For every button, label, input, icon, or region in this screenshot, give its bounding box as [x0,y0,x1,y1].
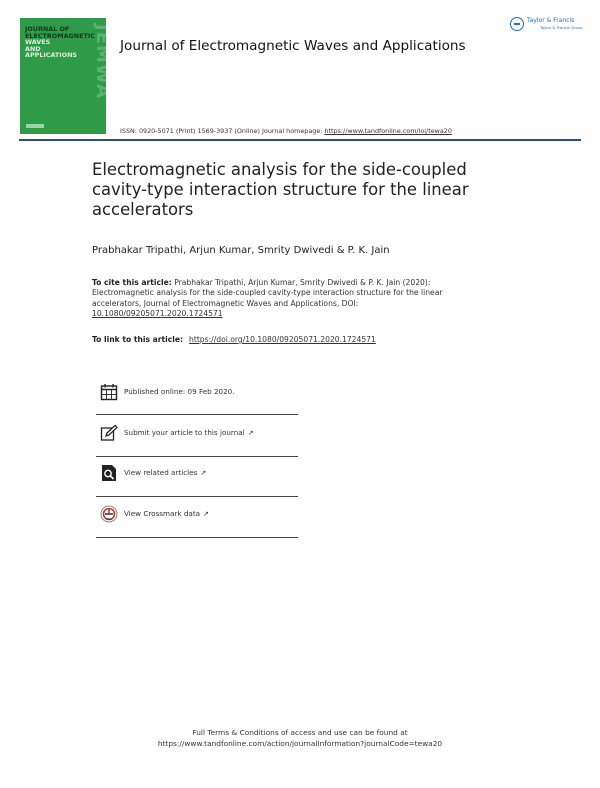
publisher-logo[interactable] [510,17,584,33]
article-title: Electromagnetic analysis for the side-coupled cavity-type interaction structure for the linear accelerators [92,160,469,219]
info-divider [96,537,298,538]
related-articles-label: View related articles [124,468,198,477]
footer-terms-text: Full Terms & Conditions of access and use can be found at [192,728,408,737]
article-doi-url[interactable]: https://doi.org/10.1080/09205071.2020.1724571 [189,335,376,344]
crossmark-label: View Crossmark data [124,509,201,518]
citation-doi-link[interactable]: 10.1080/09205071.2020.1724571 [92,309,223,319]
cover-title-line: WAVES [25,38,51,47]
cover-title [25,26,95,59]
issn-text: ISSN: 0920-5071 (Print) 1569-3937 (Online) Journal homepage: [120,127,325,135]
cover-title-line: APPLICATIONS [25,51,78,60]
info-divider [96,496,298,497]
published-online-row [96,383,298,423]
edit-icon [100,424,118,442]
article-link-label: To link to this article: [92,335,184,344]
footer [0,727,600,749]
cover-watermark: JEMWA [92,24,113,99]
cover-title-line: AND [25,44,41,53]
journal-homepage-link[interactable]: https://www.tandfonline.com/loi/tewa20 [324,127,452,135]
crossmark-icon [100,505,118,523]
journal-cover-image [20,18,113,134]
publisher-logo-text: Taylor & Francis [527,17,575,24]
external-link-icon: ↗ [247,429,254,437]
cover-title-line: ELECTROMAGNETIC [25,31,95,40]
publisher-logo-icon [510,17,524,31]
info-divider [96,456,298,457]
citation-block [92,278,462,320]
issn-line [120,127,452,135]
citation-label: To cite this article: [92,278,172,287]
journal-title: Journal of Electromagnetic Waves and Applications [120,38,466,54]
crossmark-row[interactable] [96,505,298,545]
external-link-icon: ↗ [200,469,207,477]
related-articles-row[interactable] [96,464,298,504]
related-articles-link[interactable] [124,468,206,477]
citation-text: Prabhakar Tripathi, Arjun Kumar, Smrity Dwivedi & P. K. Jain (2020): Electromagnetic analysis for the side-coupled cavity-type interaction structure for the linear accelerators, Journal of Electromagnetic Waves and Applications, DOI: [92,278,443,308]
external-link-icon: ↗ [203,510,209,518]
header-divider [19,139,581,141]
calendar-icon [100,383,118,401]
submit-article-row[interactable] [96,424,298,464]
submit-article-link[interactable] [124,428,254,437]
publisher-logo-subtext: Taylor & Francis Group [540,25,583,30]
search-icon [100,464,118,482]
footer-terms-link[interactable]: https://www.tandfonline.com/action/journalInformation?journalCode=tewa20 [157,739,443,748]
cover-title-line: JOURNAL OF [25,25,70,33]
info-divider [96,414,298,415]
article-link-line [92,335,376,344]
published-online-text: Published online: 09 Feb 2020. [124,387,235,396]
crossmark-link[interactable] [124,509,209,518]
article-authors: Prabhakar Tripathi, Arjun Kumar, Smrity Dwivedi & P. K. Jain [92,245,390,256]
submit-article-label: Submit your article to this journal [124,428,245,437]
cover-publisher-mark [26,124,44,128]
